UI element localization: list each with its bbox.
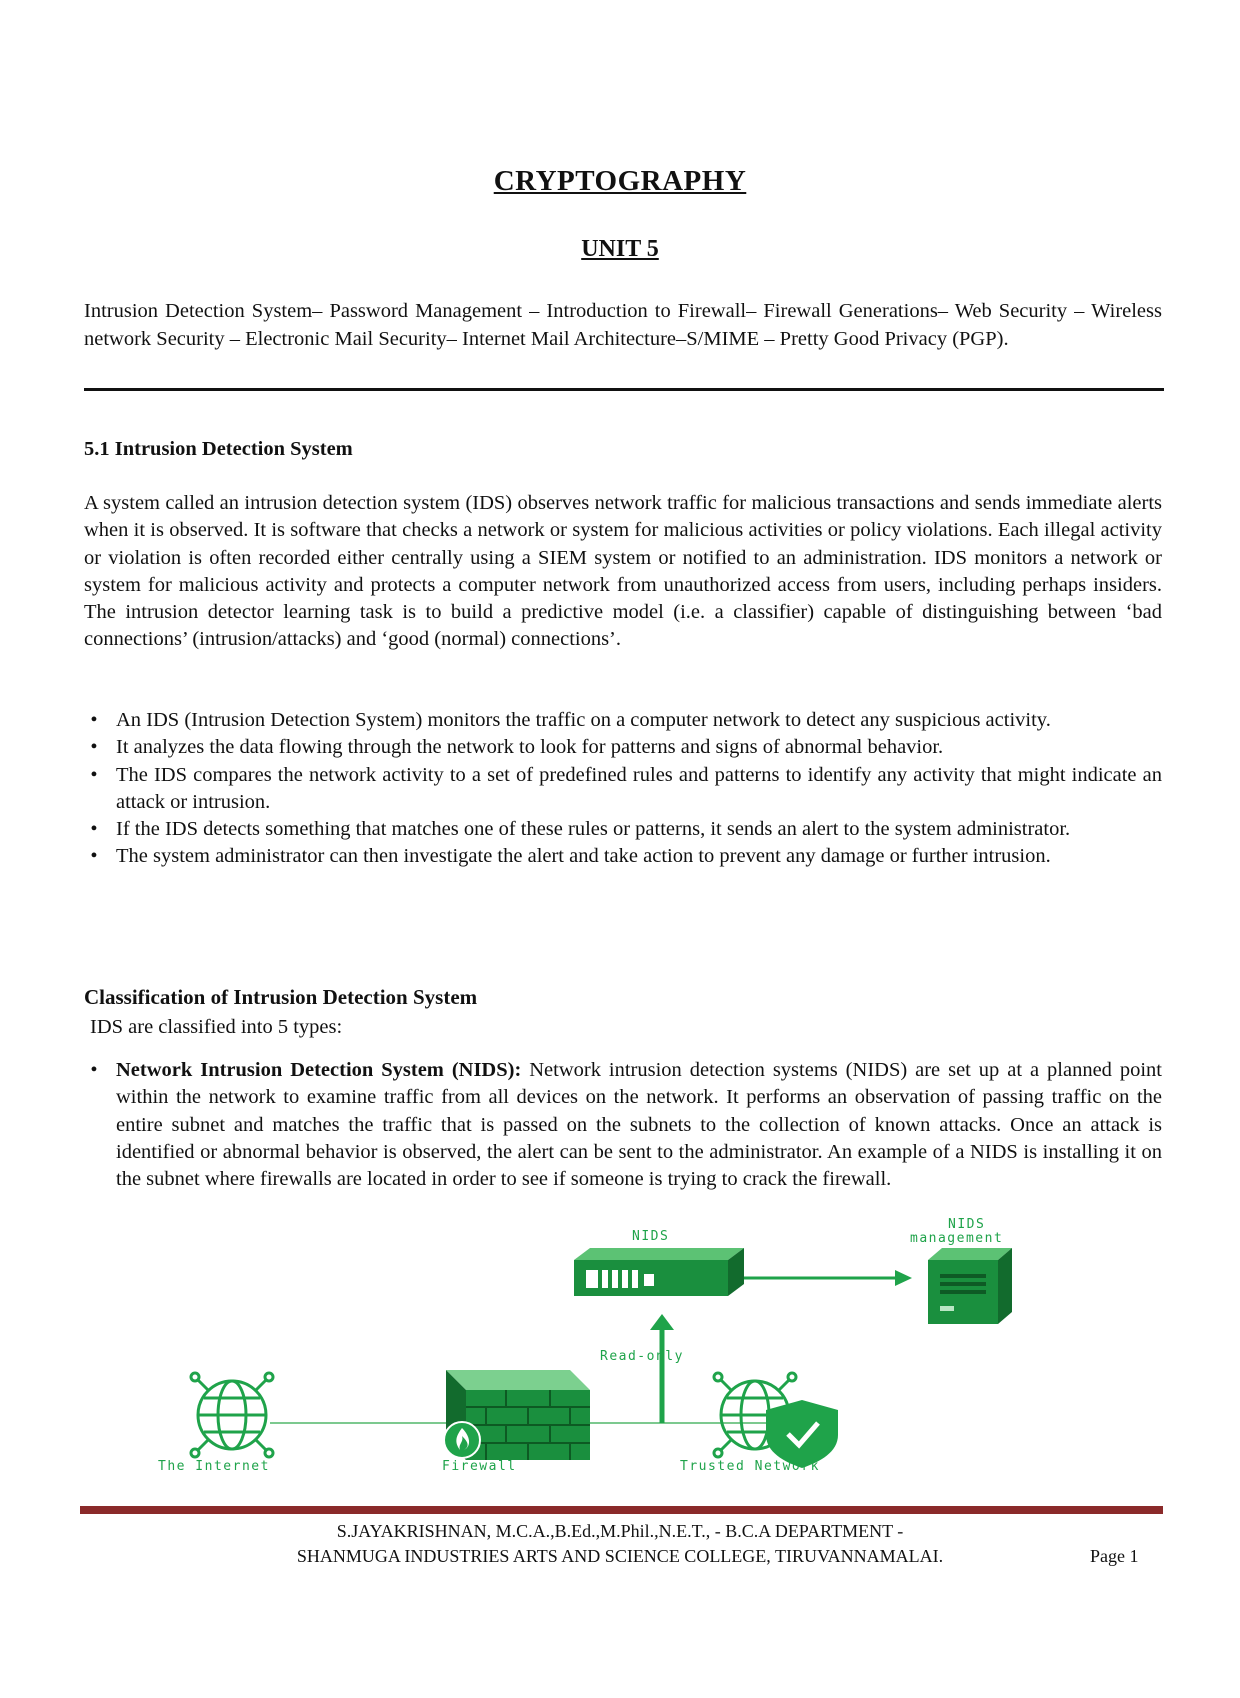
syllabus-text: Intrusion Detection System– Password Management – Introduction to Firewall– Firewall Generations– Web Security – Wireless network Security – Electronic Mail Security– Internet Mail Architecture–S/MIME – Pretty Good Privacy (PGP). xyxy=(84,300,1162,350)
nids-description: Network intrusion detection systems (NIDS) are set up at a planned point within the network to examine traffic from all devices on the network. It performs an observation of passing traffic on the entire subnet and matches the traffic that is passed on the subnets to the collection of known attacks. Once an attack is identified or abnormal behavior is observed, the alert can be sent to the administrator. An example of a NIDS is installing it on the subnet where firewalls are located in order to see if someone is trying to crack the firewall. xyxy=(116,1059,1162,1191)
nids-management-label-1: NIDS xyxy=(948,1217,986,1232)
section-heading: 5.1 Intrusion Detection System xyxy=(84,438,353,460)
internet-globe-icon xyxy=(191,1373,273,1457)
ids-bullet-list xyxy=(84,707,1162,871)
classification-heading: Classification of Intrusion Detection System xyxy=(84,985,478,1009)
bullet-icon: • xyxy=(90,818,98,841)
nids-diagram xyxy=(150,1217,1090,1480)
section-paragraph: A system called an intrusion detection system (IDS) observes network traffic for malicious transactions and sends immediate alerts when it is observed. It is software that checks a network or system for malicious activities or policy violations. Each illegal activity or violation is often recorded either centrally using a SIEM system or notified to an administration. IDS monitors a network or system for malicious activity and protects a computer network from unauthorized access from users, including perhaps insiders. The intrusion detector learning task is to build a predictive model (i.e. a classifier) capable of distinguishing between ‘bad connections’ (intrusion/attacks) and ‘good (normal) connections’. xyxy=(84,492,1162,651)
trusted-network-label: Trusted Network xyxy=(680,1459,820,1474)
footer-author: S.JAYAKRISHNAN, M.C.A.,B.Ed.,M.Phil.,N.E.T., - B.C.A DEPARTMENT - xyxy=(336,1521,904,1541)
classification-intro: IDS are classified into 5 types: xyxy=(90,1016,343,1038)
bullet-icon: • xyxy=(90,1059,98,1081)
list-item: • If the IDS detects something that matches one of these rules or patterns, it sends an alert to the system administrator. xyxy=(84,816,1162,843)
list-item xyxy=(84,1057,1162,1193)
term-nids: Network Intrusion Detection System (NIDS): xyxy=(116,1059,522,1081)
page-number: Page 1 xyxy=(1090,1546,1139,1566)
firewall-label: Firewall xyxy=(442,1459,517,1474)
nids-management-label-2: management xyxy=(910,1231,1004,1246)
internet-label: The Internet xyxy=(158,1459,270,1474)
footer-divider xyxy=(80,1506,1163,1514)
list-item: • It analyzes the data flowing through the network to look for patterns and signs of abnormal behavior. xyxy=(84,734,1162,761)
nids-management-icon xyxy=(928,1248,1012,1324)
classification-list xyxy=(84,1057,1162,1193)
footer-college: SHANMUGA INDUSTRIES ARTS AND SCIENCE COLLEGE, TIRUVANNAMALAI. xyxy=(296,1546,944,1566)
list-item: • The system administrator can then investigate the alert and take action to prevent any damage or further intrusion. xyxy=(84,843,1162,870)
bullet-icon: • xyxy=(90,736,98,759)
read-only-label: Read-only xyxy=(600,1349,684,1364)
firewall-icon xyxy=(444,1370,590,1460)
bullet-icon: • xyxy=(90,763,98,786)
bullet-icon: • xyxy=(90,709,98,731)
list-item: • An IDS (Intrusion Detection System) monitors the traffic on a computer network to detect any suspicious activity. xyxy=(84,707,1162,734)
list-item: • The IDS compares the network activity to a set of predefined rules and patterns to identify any activity that might indicate an attack or intrusion. xyxy=(84,762,1162,817)
nids-label: NIDS xyxy=(632,1229,670,1244)
shield-check-icon xyxy=(766,1400,838,1468)
nids-server-icon xyxy=(574,1248,744,1296)
unit-heading: UNIT 5 xyxy=(581,236,659,262)
bullet-icon: • xyxy=(90,845,98,868)
header-divider xyxy=(84,388,1164,391)
document-title: CRYPTOGRAPHY xyxy=(493,165,747,197)
